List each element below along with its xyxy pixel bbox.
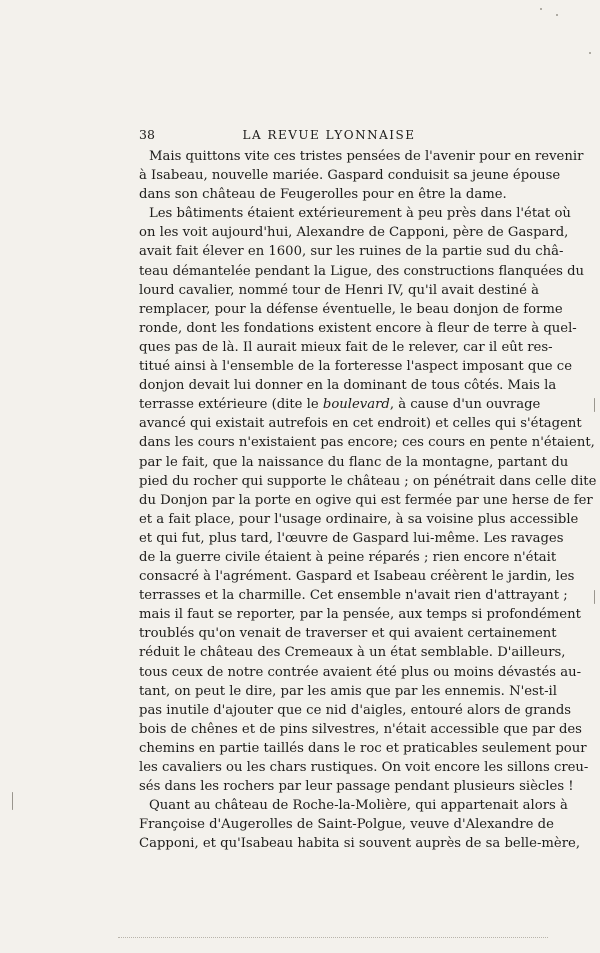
text-line: ronde, dont les fondations existent encore à fleur de terre à quel- — [139, 320, 577, 336]
text-line: tous ceux de notre contrée avaient été plus ou moins dévastés au- — [139, 664, 582, 680]
text-line: donjon devait lui donner en la dominant de tous côtés. Mais la — [139, 378, 557, 394]
text-line: titué ainsi à l'ensemble de la forteresse l'aspect imposant que ce — [139, 359, 572, 375]
text-line: de la guerre civile étaient à peine réparés ; rien encore n'était — [139, 549, 557, 565]
text-line: terrasses et la charmille. Cet ensemble n'avait rien d'attrayant ; — [139, 588, 568, 604]
paper-speck — [12, 792, 13, 810]
text-line: à Isabeau, nouvelle mariée. Gaspard conduisit sa jeune épouse — [139, 168, 561, 184]
text-line: chemins en partie taillés dans le roc et praticables seulement pour — [139, 740, 587, 756]
text-line: consacré à l'agrément. Gaspard et Isabeau créèrent le jardin, les — [139, 569, 575, 585]
text-line: lourd cavalier, nommé tour de Henri IV, qu'il avait destiné à — [139, 282, 540, 298]
text-segment: terrasse extérieure (dite le — [139, 397, 323, 413]
text-line: Les bâtiments étaient extérieurement à peu près dans l'état où — [149, 206, 571, 222]
text-line: les cavaliers ou les chars rustiques. On voit encore les sillons creu- — [139, 760, 589, 775]
text-line: Quant au château de Roche-la-Molière, qui appartenait alors à — [149, 798, 568, 814]
text-line: Mais quittons vite ces tristes pensées de l'avenir pour en revenir — [149, 149, 584, 164]
text-line: tant, on peut le dire, par les amis que par les ennemis. N'est-il — [139, 683, 557, 699]
text-line: troublés qu'on venait de traverser et qui avaient certainement — [139, 626, 557, 642]
running-head — [139, 127, 519, 143]
journal-title: LA REVUE LYONNAISE — [242, 128, 416, 142]
paper-speck — [589, 52, 591, 54]
text-line: pas inutile d'ajouter que ce nid d'aigles, entouré alors de grands — [139, 702, 572, 718]
text-line: teau démantelée pendant la Ligue, des constructions flanquées du — [139, 263, 585, 279]
page-edge-rule — [118, 937, 548, 938]
text-segment: , à cause d'un ouvrage — [389, 397, 541, 413]
text-line: par le fait, que la naissance du flanc de la montagne, partant du — [139, 454, 569, 470]
page-number: 38 — [139, 127, 155, 142]
text-line: et a fait place, pour l'usage ordinaire, à sa voisine plus accessible — [139, 511, 579, 527]
text-line: pied du rocher qui supporte le château ; on pénétrait dans celle dite — [139, 473, 597, 489]
text-line: remplacer, pour la défense éventuelle, le beau donjon de forme — [139, 301, 563, 317]
text-line: bois de chênes et de pins silvestres, n'était accessible que par des — [139, 721, 582, 737]
paper-speck — [556, 14, 558, 16]
paper-speck — [540, 8, 542, 10]
text-line: du Donjon par la porte en ogive qui est fermée par une herse de fer — [139, 492, 593, 508]
text-line: dans son château de Feugerolles pour en être la dame. — [139, 187, 507, 203]
text-line: réduit le château des Cremeaux à un état semblable. D'ailleurs, — [139, 645, 566, 661]
text-line: Françoise d'Augerolles de Saint-Polgue, veuve d'Alexandre de — [139, 817, 554, 833]
text-line: sés dans les rochers par leur passage pendant plusieurs siècles ! — [139, 779, 574, 795]
emphasized-word: boulevard — [322, 397, 390, 413]
text-line: mais il faut se reporter, par la pensée, aux temps si profondément — [139, 607, 581, 623]
text-line: avait fait élever en 1600, sur les ruines de la partie sud du châ- — [139, 244, 564, 260]
text-line: Capponi, et qu'Isabeau habita si souvent auprès de sa belle-mère, — [139, 836, 581, 852]
text-line: on les voit aujourd'hui, Alexandre de Capponi, père de Gaspard, — [139, 225, 569, 241]
text-line: ques pas de là. Il aurait mieux fait de le relever, car il eût res- — [139, 339, 553, 355]
paper-speck — [594, 398, 595, 412]
text-line: dans les cours n'existaient pas encore; ces cours en pente n'étaient, — [139, 435, 595, 451]
text-line-with-emphasis — [139, 395, 541, 414]
body-text — [139, 147, 597, 853]
text-line: avancé qui existait autrefois en cet endroit) et celles qui s'étagent — [139, 416, 582, 432]
text-line: et qui fut, plus tard, l'œuvre de Gaspard lui-même. Les ravages — [139, 530, 564, 546]
paper-speck — [594, 590, 595, 604]
